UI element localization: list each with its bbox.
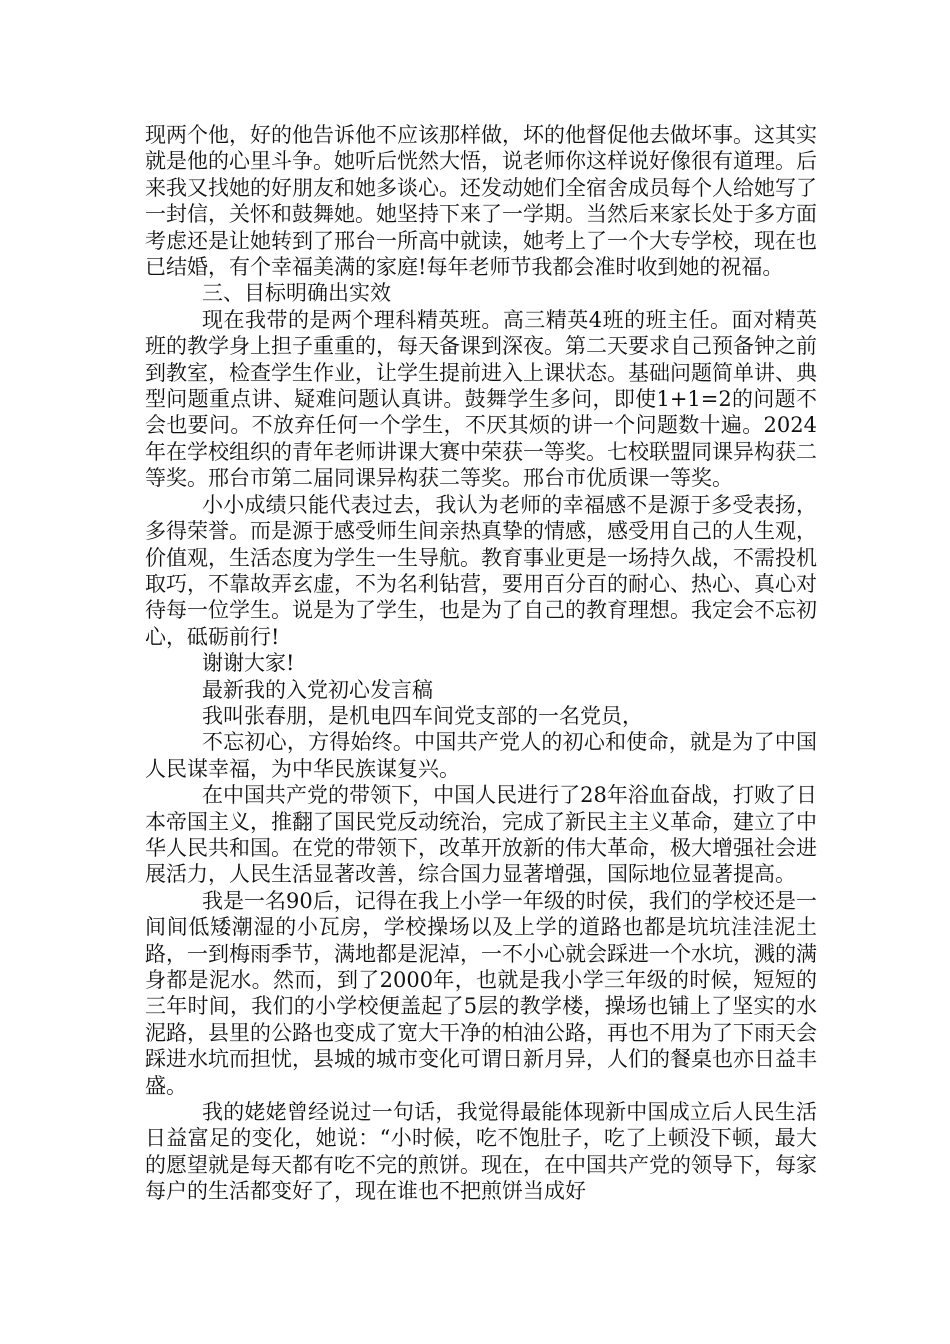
paragraph-3: 现在我带的是两个理科精英班。高三精英4班的班主任。面对精英班的教学身上担子重重的，每天备课到深夜。第二天要求自己预备钟之前到教室，检查学生作业，让学生提前进入上课状态。基础问题简单讲、典型问题重点讲、疑难问题认真讲。鼓舞学生多问，即使1+1=2的问题不会也要问。不放弃任何一个学生，不厌其烦的讲一个问题数十遍。2024年在学校组织的青年老师讲课大赛中荣获一等奖。七校联盟同课异构获二等奖。邢台市第二届同课异构获二等奖。邢台市优质课一等奖。 <box>145 307 817 491</box>
paragraph-4: 小小成绩只能代表过去，我认为老师的幸福感不是源于多受表扬，多得荣誉。而是源于感受师生间亲热真挚的情感，感受用自己的人生观，价值观，生活态度为学生一生导航。教育事业更是一场持久战，不需投机取巧，不靠故弄玄虚，不为名利钻营，要用百分百的耐心、热心、真心对待每一位学生。说是为了学生，也是为了自己的教育理想。我定会不忘初心，砥砺前行! <box>145 492 817 649</box>
paragraph-7: 我叫张春朋，是机电四车间党支部的一名党员， <box>202 703 643 728</box>
section-heading-goals: 三、目标明确出实效 <box>202 281 391 306</box>
speech-title: 最新我的入党初心发言稿 <box>202 677 433 702</box>
closing-thanks: 谢谢大家! <box>202 651 295 676</box>
paragraph-10: 我是一名90后，记得在我上小学一年级的时侯，我们的学校还是一间间低矮潮湿的小瓦房，学校操场以及上学的道路也都是坑坑洼洼泥土路，一到梅雨季节，满地都是泥淖，一不小心就会踩进一个水坑，溅的满身都是泥水。然而，到了2000年，也就是我小学三年级的时候，短短的三年时间，我们的小学校便盖起了5层的教学楼，操场也铺上了坚实的水泥路，县里的公路也变成了宽大干净的柏油公路，再也不用为了下雨天会踩进水坑而担忧，县城的城市变化可谓日新月异，人们的餐桌也亦日益丰盛。 <box>145 888 817 1098</box>
document-body <box>145 122 817 1205</box>
paragraph-9: 在中国共产党的带领下，中国人民进行了28年浴血奋战，打败了日本帝国主义，推翻了国民党反动统治，完成了新民主主义革命，建立了中华人民共和国。在党的带领下，改革开放新的伟大革命，极大增强社会进展活力，人民生活显著改善，综合国力显著增强，国际地位显著提高。 <box>145 783 817 887</box>
paragraph-8: 不忘初心，方得始终。中国共产党人的初心和使命，就是为了中国人民谋幸福，为中华民族谋复兴。 <box>145 730 817 781</box>
paragraph-11: 我的姥姥曾经说过一句话，我觉得最能体现新中国成立后人民生活日益富足的变化，她说：“小时候，吃不饱肚子，吃了上顿没下顿，最大的愿望就是每天都有吃不完的煎饼。现在，在中国共产党的领导下，每家每户的生活都变好了，现在谁也不把煎饼当成好 <box>145 1100 817 1204</box>
paragraph-1: 现两个他，好的他告诉他不应该那样做，坏的他督促他去做坏事。这其实就是他的心里斗争。她听后恍然大悟，说老师你这样说好像很有道理。后来我又找她的好朋友和她多谈心。还发动她们全宿舍成员每个人给她写了一封信，关怀和鼓舞她。她坚持下来了一学期。当然后来家长处于多方面考虑还是让她转到了邢台一所高中就读，她考上了一个大专学校，现在也已结婚，有个幸福美满的家庭!每年老师节我都会准时收到她的祝福。 <box>145 123 817 280</box>
